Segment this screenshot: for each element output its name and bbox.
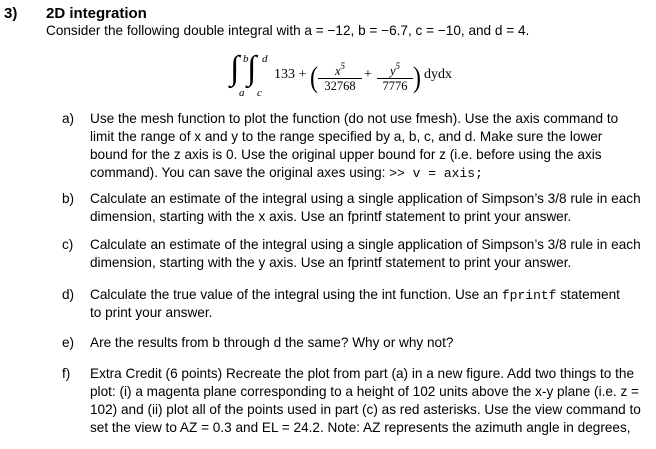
part-b-label: b) bbox=[62, 191, 75, 206]
part-a-line-1: Use the mesh function to plot the function (do not use fmesh). Use the axis command to bbox=[90, 111, 619, 126]
intro-text: Consider the following double integral with a = −12, b = −6.7, c = −10, and d = 4. bbox=[46, 23, 530, 38]
part-f-label: f) bbox=[62, 366, 71, 381]
part-e-label: e) bbox=[62, 335, 75, 350]
section-number: 3) bbox=[4, 5, 18, 22]
part-f-line-4: set the view to AZ = 0.3 and EL = 24.2. Note: AZ represents the azimuth angle in degrees, bbox=[90, 420, 631, 435]
lower-limit-inner: c bbox=[257, 87, 262, 99]
fraction-x: $\frac{x^5}{32768}$ bbox=[318, 59, 362, 93]
differential: dydx bbox=[424, 67, 452, 82]
fraction-y: $\frac{y^5}{7776}$ bbox=[377, 59, 413, 93]
part-b-line-2: dimension, starting with the x axis. Use an fprintf statement to print your answer. bbox=[90, 209, 572, 224]
part-f-line-2: plot: (i) a magenta plane corresponding to a height of 102 units above the x-y plane (i.e. z = bbox=[90, 384, 640, 399]
integral-sign-outer: ∫ bbox=[230, 50, 240, 87]
part-a-line-2: limit the range of x and y to the range specified by a, b, c, and d. Make sure the lower bbox=[90, 129, 603, 144]
part-a-code: >> v = axis; bbox=[389, 166, 483, 181]
upper-limit-inner: d bbox=[262, 53, 268, 65]
part-d-label: d) bbox=[62, 287, 75, 302]
part-a-line-4: command). You can save the original axes using: >> v = axis; bbox=[90, 165, 483, 181]
part-b-line-1: Calculate an estimate of the integral using a single application of Simpson’s 3/8 rule in each bbox=[90, 191, 641, 206]
left-paren: ( bbox=[310, 61, 318, 94]
upper-limit-outer: b bbox=[243, 53, 249, 65]
part-d-line-1: Calculate the true value of the integral using the int function. Use an fprintf statement bbox=[90, 287, 620, 303]
integral-sign-inner: ∫ bbox=[247, 50, 257, 87]
part-d-line-2: to print your answer. bbox=[90, 305, 213, 320]
part-a-label: a) bbox=[62, 111, 75, 126]
lower-limit-outer: a bbox=[239, 87, 245, 99]
part-c-label: c) bbox=[62, 237, 74, 252]
plus-sign: + bbox=[364, 67, 372, 82]
part-c-line-1: Calculate an estimate of the integral using a single application of Simpson’s 3/8 rule in each bbox=[90, 237, 641, 252]
part-e-line-1: Are the results from b through d the same? Why or why not? bbox=[90, 335, 454, 350]
right-paren: ) bbox=[413, 61, 421, 94]
constant-term: 133 + bbox=[274, 67, 307, 82]
part-d-code: fprintf bbox=[501, 288, 557, 303]
part-f-line-3: 102) and (ii) plot all of the points used in part (c) as red asterisks. Use the view command to bbox=[90, 402, 641, 417]
part-a-line-3: bound for the z axis is 0. Use the original upper bound for z (i.e. before using the axis bbox=[90, 147, 602, 162]
part-f-line-1: Extra Credit (6 points) Recreate the plot from part (a) in a new figure. Add two things to the bbox=[90, 366, 635, 381]
section-title: 2D integration bbox=[46, 5, 147, 22]
part-c-line-2: dimension, starting with the y axis. Use an fprintf statement to print your answer. bbox=[90, 255, 572, 270]
